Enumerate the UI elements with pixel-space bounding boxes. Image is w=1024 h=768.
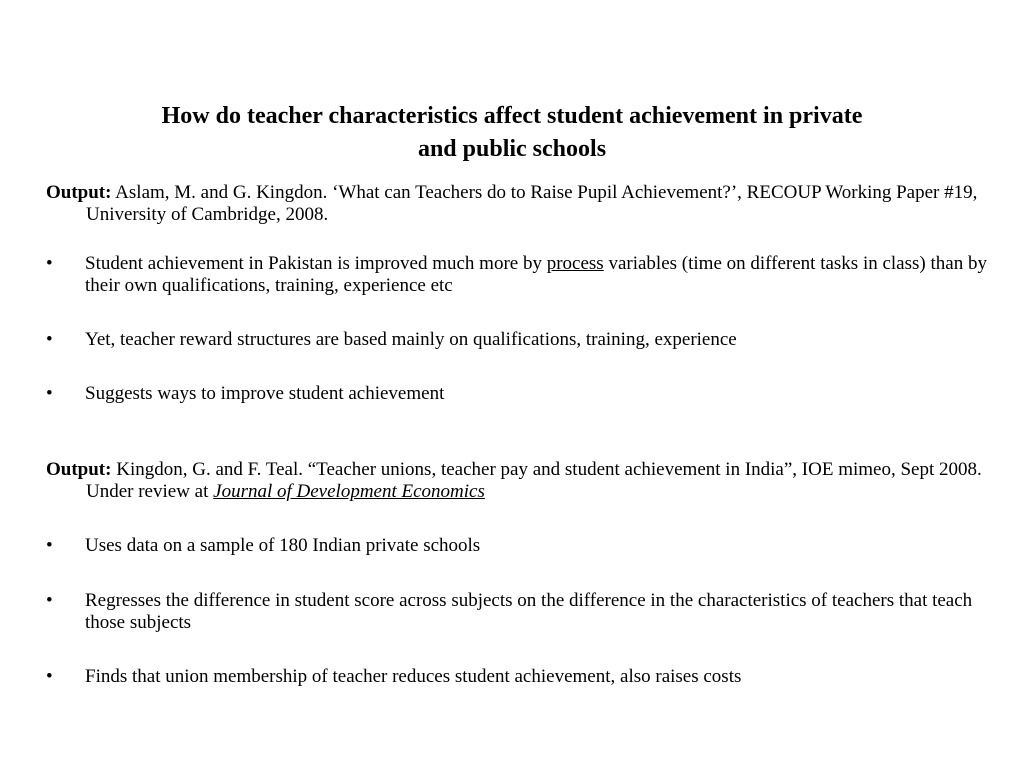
journal-name: Journal of Development Economics bbox=[213, 481, 485, 502]
slide-title-line-2: and public schools bbox=[417, 136, 607, 162]
bullet-text-start: Student achievement in Pakistan is improved much more by bbox=[85, 253, 547, 274]
bullet-item bbox=[46, 253, 991, 297]
bullet-text: Suggests ways to improve student achievement bbox=[85, 383, 445, 404]
bullet-dot: • bbox=[46, 253, 53, 274]
bullet-dot: • bbox=[46, 535, 53, 556]
bullet-item bbox=[46, 666, 991, 688]
output-label: Output: bbox=[46, 182, 112, 203]
slide-title-line-1: How do teacher characteristics affect student achievement in private bbox=[161, 103, 863, 129]
output-label: Output: bbox=[46, 459, 112, 480]
reference-text: Aslam, M. and G. Kingdon. ‘What can Teachers do to Raise Pupil Achievement?’, RECOUP Working Paper #19, University of Cambridge, 2008. bbox=[86, 182, 978, 225]
bullet-dot: • bbox=[46, 590, 53, 611]
bullet-text: Yet, teacher reward structures are based mainly on qualifications, training, experience bbox=[85, 329, 737, 350]
bullet-text: Regresses the difference in student score across subjects on the difference in the characteristics of teachers that teach those subjects bbox=[85, 590, 973, 633]
bullet-item bbox=[46, 329, 991, 351]
bullet-text: Uses data on a sample of 180 Indian private schools bbox=[85, 535, 481, 556]
output-reference-2 bbox=[46, 459, 991, 503]
bullet-item bbox=[46, 590, 991, 634]
bullet-item bbox=[46, 383, 991, 405]
bullet-dot: • bbox=[46, 329, 53, 350]
underlined-term-process: process bbox=[546, 253, 604, 274]
bullet-item bbox=[46, 535, 991, 557]
bullet-dot: • bbox=[46, 383, 53, 404]
bullet-text-end: variables (time on different tasks in class) than by their own qualifications, training, experience etc bbox=[85, 253, 987, 296]
reference-text: Kingdon, G. and F. Teal. “Teacher unions, teacher pay and student achievement in India”, IOE mimeo, Sept 2008. Under review at bbox=[86, 459, 982, 502]
bullet-dot: • bbox=[46, 666, 53, 687]
bullet-text: Finds that union membership of teacher reduces student achievement, also raises costs bbox=[85, 666, 742, 687]
slide-title bbox=[80, 100, 944, 166]
output-reference-1 bbox=[46, 182, 991, 226]
